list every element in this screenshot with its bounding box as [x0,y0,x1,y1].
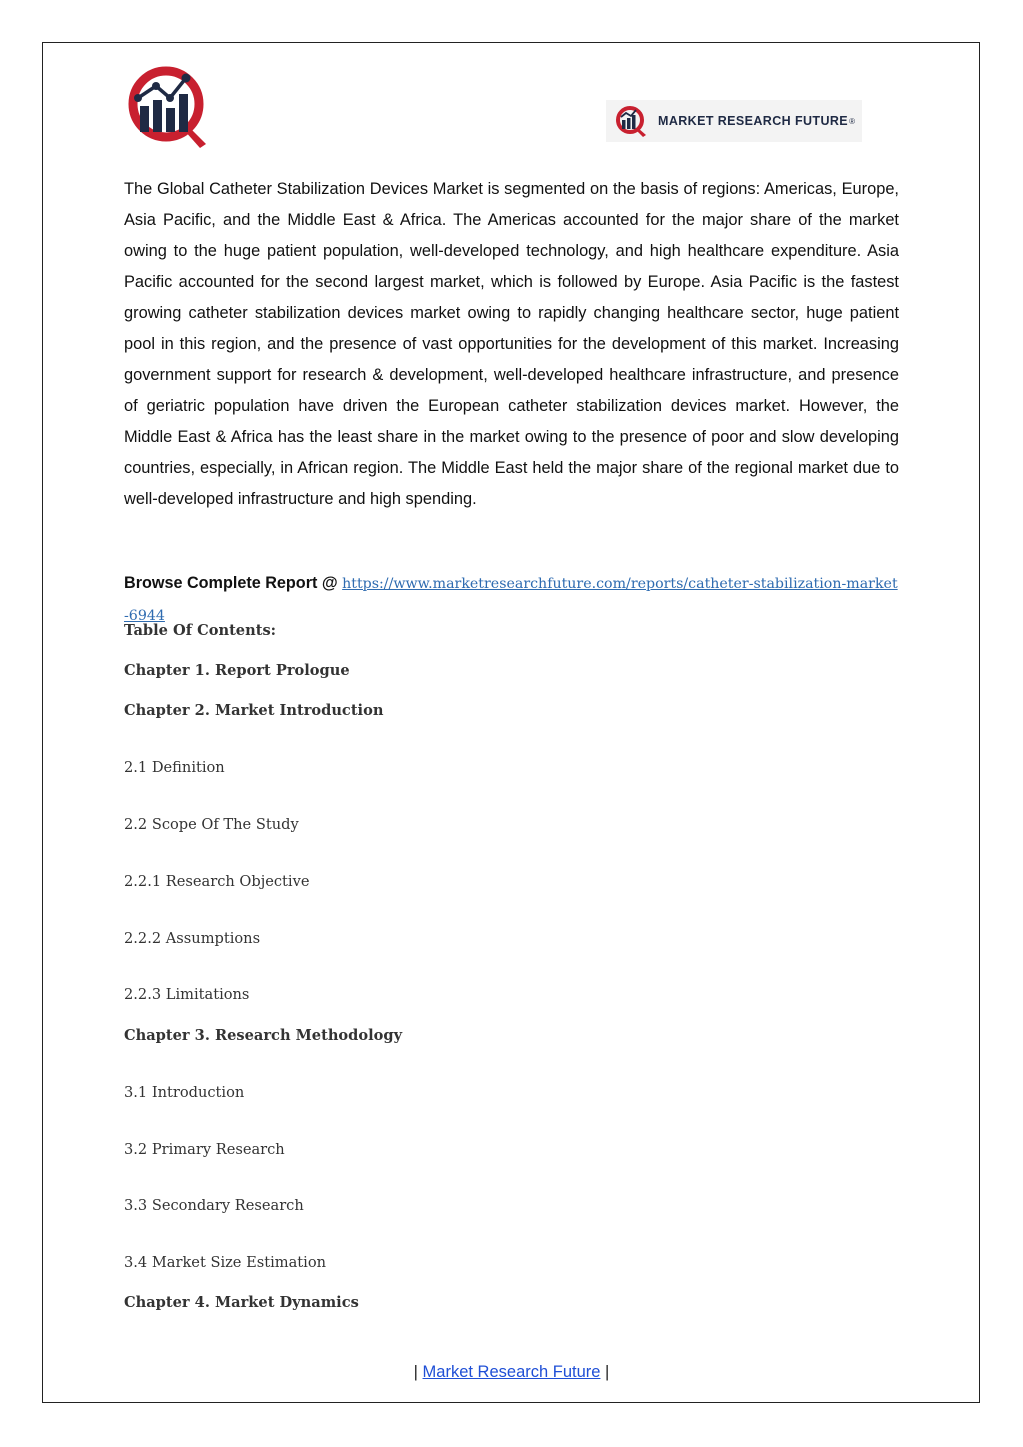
brand-logo-icon [126,64,214,150]
brand-name: MARKET RESEARCH FUTURE [658,114,849,128]
footer-link[interactable]: Market Research Future [422,1363,601,1381]
report-link[interactable]: https://www.marketresearchfuture.com/reports/catheter-stabilization-market-6944 [124,576,898,624]
toc-subsection: 3.1 Introduction [124,1084,245,1101]
toc-subsection: 2.2 Scope Of The Study [124,816,299,833]
toc-title: Table Of Contents: [124,622,277,639]
body-paragraph: The Global Catheter Stabilization Devices Market is segmented on the basis of regions: Americas, Europe, Asia Pacific, and the Middle East & Africa. The Americas accounted for the major share of the market owing to the huge patient population, well-developed technology, and high healthcare expenditure. Asia Pacific accounted for the second largest market, which is followed by Europe. Asia Pacific is the fastest growing catheter stabilization devices market owing to rapidly changing healthcare sector, huge patient pool in this region, and the presence of vast opportunities for the development of this market. Increasing government support for research & development, well-developed healthcare infrastructure, and presence of geriatric population have driven the European catheter stabilization devices market. However, the Middle East & Africa has the least share in the market owing to the presence of poor and slow developing countries, especially, in African region. The Middle East held the major share of the regional market due to well-developed infrastructure and high spending. [124,180,899,508]
page-footer [0,1363,1023,1382]
toc-subsection: 3.3 Secondary Research [124,1197,304,1214]
toc-subsection: 3.4 Market Size Estimation [124,1254,327,1271]
toc-chapter: Chapter 2. Market Introduction [124,702,384,719]
brand-mini-logo-icon [614,105,654,137]
toc-chapter: Chapter 1. Report Prologue [124,662,350,679]
toc-subsection: 2.1 Definition [124,759,225,776]
toc-subsection: 2.2.2 Assumptions [124,930,261,947]
brand-banner [606,100,862,142]
browse-label: Browse Complete Report @ [124,574,338,592]
toc-chapter: Chapter 3. Research Methodology [124,1027,403,1044]
toc-subsection: 2.2.3 Limitations [124,986,250,1003]
toc-subsection: 2.2.1 Research Objective [124,873,310,890]
footer-separator-right: | [600,1363,610,1381]
footer-separator-left: | [413,1363,423,1381]
toc-subsection: 3.2 Primary Research [124,1141,285,1158]
registered-mark: ® [849,116,855,126]
toc-chapter: Chapter 4. Market Dynamics [124,1294,359,1311]
